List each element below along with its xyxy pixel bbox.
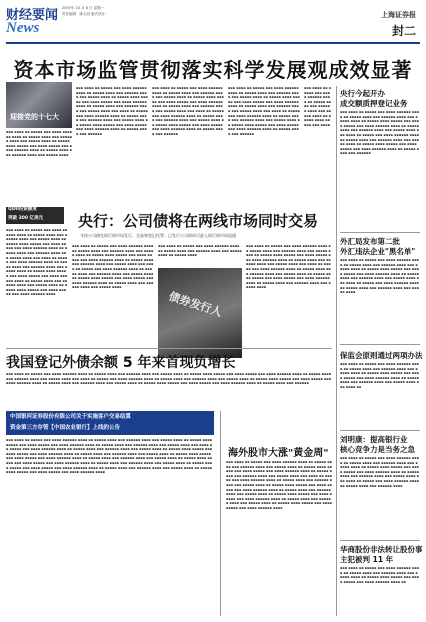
qdii-title-line-2: 突破 300 亿美元 [8, 216, 44, 221]
lead-article-col-1: ▪▪▪ ▪▪▪▪ ▪▪ ▪▪▪▪▪ ▪▪▪ ▪▪▪▪ ▪▪▪▪▪▪ ▪▪▪▪ ▪▪ ▪▪▪▪▪ ▪▪▪▪ ▪▪▪ ▪▪▪▪▪▪ ▪▪▪▪ ▪▪▪ ▪▪▪▪▪ ▪▪▪▪ ▪▪ ▪▪▪▪▪ ▪▪▪▪ ▪▪▪▪▪ ▪▪▪ ▪▪▪▪ ▪▪▪▪▪ ▪▪▪ ▪▪▪▪ ▪▪▪▪▪▪ ▪▪▪▪ ▪▪ ▪▪▪▪▪ ▪▪▪▪ ▪▪▪ ▪▪▪▪▪▪ ▪▪▪▪ ▪▪▪ ▪▪▪▪▪ ▪▪▪▪ [6, 130, 72, 157]
bottom-story-body: ▪▪▪ ▪▪▪▪ ▪▪ ▪▪▪▪▪ ▪▪▪ ▪▪▪▪ ▪▪▪▪▪▪ ▪▪▪▪ ▪▪ ▪▪▪▪▪ ▪▪▪▪ ▪▪▪ ▪▪▪▪▪▪ ▪▪▪▪ ▪▪▪ ▪▪▪▪▪ ▪▪▪▪ ▪▪ ▪▪▪▪▪ ▪▪▪▪ ▪▪▪▪▪ ▪▪▪ ▪▪▪▪ ▪▪▪▪▪ ▪▪▪ ▪▪▪▪ ▪▪▪▪▪▪ ▪▪▪▪ ▪▪ ▪▪▪▪▪ ▪▪▪▪ ▪▪▪ ▪▪▪▪▪▪ ▪▪▪▪ ▪▪▪ ▪▪▪▪▪ ▪▪▪▪ ▪▪▪ ▪▪▪▪ ▪▪ ▪▪▪▪▪ ▪▪▪ ▪▪▪▪ ▪▪▪▪▪▪ ▪▪▪▪ ▪▪ ▪▪▪▪▪ ▪▪▪▪ ▪▪▪ ▪▪▪▪▪▪ ▪▪▪▪ ▪▪▪ ▪▪▪▪▪ ▪▪▪▪ ▪▪ ▪▪▪▪▪ ▪▪▪▪ ▪▪▪▪▪ ▪▪▪ ▪▪▪▪ ▪▪▪▪▪ ▪▪▪ ▪▪▪▪ ▪▪▪▪▪▪ ▪▪▪▪ ▪▪ ▪▪▪▪▪ ▪▪▪▪ ▪▪▪ ▪▪▪▪▪▪ ▪▪▪▪ ▪▪▪ ▪▪▪▪▪ ▪▪▪▪ ▪▪ ▪▪▪▪▪ ▪▪▪▪ ▪▪▪▪▪ ▪▪▪ ▪▪▪▪ ▪▪▪▪▪ ▪▪▪ ▪▪▪▪ ▪▪▪▪▪▪ ▪▪▪▪ ▪▪ ▪▪▪▪▪ ▪▪▪▪ ▪▪▪ ▪▪▪▪▪▪ [6, 372, 332, 386]
central-story-col-3: ▪▪▪ ▪▪▪▪ ▪▪ ▪▪▪▪▪ ▪▪▪ ▪▪▪▪ ▪▪▪▪▪▪ ▪▪▪▪ ▪▪ ▪▪▪▪▪ ▪▪▪▪ ▪▪▪ ▪▪▪▪▪▪ ▪▪▪▪ ▪▪▪ ▪▪▪▪▪ ▪▪▪▪ ▪▪ ▪▪▪▪▪ ▪▪▪▪ ▪▪▪▪▪ ▪▪▪ ▪▪▪▪ ▪▪▪▪▪ ▪▪▪ ▪▪▪▪ ▪▪▪▪▪▪ ▪▪▪▪ ▪▪ ▪▪▪▪▪ ▪▪▪▪ ▪▪▪ ▪▪▪▪▪▪ ▪▪▪▪ ▪▪▪ ▪▪▪▪▪ ▪▪▪▪ ▪▪▪ ▪▪▪▪ ▪▪ ▪▪▪▪▪ ▪▪▪ ▪▪▪▪ ▪▪▪▪▪▪ ▪▪▪▪ ▪▪ ▪▪▪▪▪ ▪▪▪▪ ▪▪▪ ▪▪▪▪▪▪ ▪▪▪▪ ▪▪▪ ▪▪▪▪▪ ▪▪▪▪ ▪▪ ▪▪▪▪▪ ▪▪▪▪ ▪▪▪▪▪ ▪▪▪ ▪▪▪▪ ▪▪▪▪▪ ▪▪▪ ▪▪▪▪ ▪▪▪▪▪▪ ▪▪▪▪ ▪▪ ▪▪▪▪▪ ▪▪▪▪ ▪▪▪ ▪▪▪▪▪▪ ▪▪▪▪ ▪▪▪ ▪▪▪▪▪ ▪▪▪▪ [246, 244, 331, 290]
announcement-line-2: 资金第三方存管【中国农业银行】上线的公告 [10, 425, 121, 431]
main-headline: 资本市场监管贯彻落实科学发展观成效显著 [13, 58, 413, 82]
masthead-rule [6, 42, 420, 44]
right-story-2-subtitle: 外汇违法企业"黑名单" [340, 247, 416, 256]
central-story-col-2-top: ▪▪▪ ▪▪▪▪ ▪▪ ▪▪▪▪▪ ▪▪▪ ▪▪▪▪ ▪▪▪▪▪▪ ▪▪▪▪ ▪▪ ▪▪▪▪▪ ▪▪▪▪ ▪▪▪ ▪▪▪▪▪▪ ▪▪▪▪ ▪▪▪ ▪▪▪▪▪ ▪▪▪▪ ▪▪ ▪▪▪▪▪ ▪▪▪▪ [158, 244, 242, 258]
newspaper-brand: 上海证券报 [381, 11, 416, 19]
editor-line: 责任编辑：陈大同 版式设计： [62, 12, 109, 16]
right-story-5-body: ▪▪▪ ▪▪▪▪ ▪▪ ▪▪▪▪▪ ▪▪▪ ▪▪▪▪ ▪▪▪▪▪▪ ▪▪▪▪ ▪▪ ▪▪▪▪▪ ▪▪▪▪ ▪▪▪ ▪▪▪▪▪▪ ▪▪▪▪ ▪▪▪ ▪▪▪▪▪ ▪▪▪▪ ▪▪ ▪▪▪▪▪ ▪▪▪▪ ▪▪▪▪▪ ▪▪▪ ▪▪▪▪ ▪▪▪▪▪ ▪▪▪ ▪▪▪▪ ▪▪▪▪▪▪ ▪▪▪▪ ▪▪ [340, 566, 419, 584]
right-story-4-body: ▪▪▪ ▪▪▪▪ ▪▪ ▪▪▪▪▪ ▪▪▪ ▪▪▪▪ ▪▪▪▪▪▪ ▪▪▪▪ ▪▪ ▪▪▪▪▪ ▪▪▪▪ ▪▪▪ ▪▪▪▪▪▪ ▪▪▪▪ ▪▪▪ ▪▪▪▪▪ ▪▪▪▪ ▪▪ ▪▪▪▪▪ ▪▪▪▪ ▪▪▪▪▪ ▪▪▪ ▪▪▪▪ ▪▪▪▪▪ ▪▪▪ ▪▪▪▪ ▪▪▪▪▪▪ ▪▪▪▪ ▪▪ ▪▪▪▪▪ ▪▪▪▪ ▪▪▪ ▪▪▪▪▪▪ ▪▪▪▪ ▪▪▪ ▪▪▪▪▪ ▪▪▪▪ ▪▪▪ ▪▪▪▪ ▪▪ ▪▪▪▪▪ ▪▪▪ ▪▪▪▪ ▪▪▪▪▪▪ ▪▪▪▪ ▪▪ ▪▪▪▪▪ ▪▪▪▪ ▪▪▪ ▪▪▪▪▪▪ ▪▪▪▪ [340, 456, 419, 488]
page-edition: 封二 [391, 24, 416, 38]
right-story-5-subtitle: 主犯被判 11 年 [340, 555, 394, 564]
section-title-cn: 财经要闻 [6, 8, 59, 23]
right-divider-3 [340, 430, 420, 431]
announcement-line-1: 中国银河证券股份有限公司关于实施客户交易结算 [10, 414, 132, 420]
right-story-1-title: 央行今起开办 [340, 89, 385, 98]
qdii-body: ▪▪▪ ▪▪▪▪ ▪▪ ▪▪▪▪▪ ▪▪▪ ▪▪▪▪ ▪▪▪▪▪▪ ▪▪▪▪ ▪▪ ▪▪▪▪▪ ▪▪▪▪ ▪▪▪ ▪▪▪▪▪▪ ▪▪▪▪ ▪▪▪ ▪▪▪▪▪ ▪▪▪▪ ▪▪ ▪▪▪▪▪ ▪▪▪▪ ▪▪▪▪▪ ▪▪▪ ▪▪▪▪ ▪▪▪▪▪ ▪▪▪ ▪▪▪▪ ▪▪▪▪▪▪ ▪▪▪▪ ▪▪ ▪▪▪▪▪ ▪▪▪▪ ▪▪▪ ▪▪▪▪▪▪ ▪▪▪▪ ▪▪▪ ▪▪▪▪▪ ▪▪▪▪ ▪▪▪ ▪▪▪▪ ▪▪ ▪▪▪▪▪ ▪▪▪ ▪▪▪▪ ▪▪▪▪▪▪ ▪▪▪▪ ▪▪ ▪▪▪▪▪ ▪▪▪▪ ▪▪▪ ▪▪▪▪▪▪ ▪▪▪▪ ▪▪▪ ▪▪▪▪▪ ▪▪▪▪ ▪▪ ▪▪▪▪▪ ▪▪▪▪ ▪▪▪▪▪ ▪▪▪ ▪▪▪▪ ▪▪▪▪▪ ▪▪▪ ▪▪▪▪ ▪▪▪▪▪▪ ▪▪▪▪ ▪▪ ▪▪▪▪▪ ▪▪▪▪ ▪▪▪ ▪▪▪▪▪▪ ▪▪▪▪ ▪▪▪ ▪▪▪▪▪ ▪▪▪▪ ▪▪ ▪▪▪▪▪ ▪▪▪▪ ▪▪▪▪▪ ▪▪▪ ▪▪▪▪ ▪▪▪▪▪ ▪▪▪ ▪▪▪▪ ▪▪▪▪▪▪ ▪▪▪▪ [6, 228, 68, 297]
section-title-en: News [6, 20, 40, 36]
right-story-3-body: ▪▪▪ ▪▪▪▪ ▪▪ ▪▪▪▪▪ ▪▪▪ ▪▪▪▪ ▪▪▪▪▪▪ ▪▪▪▪ ▪▪ ▪▪▪▪▪ ▪▪▪▪ ▪▪▪ ▪▪▪▪▪▪ ▪▪▪▪ ▪▪▪ ▪▪▪▪▪ ▪▪▪▪ ▪▪ ▪▪▪▪▪ ▪▪▪▪ ▪▪▪▪▪ ▪▪▪ ▪▪▪▪ ▪▪▪▪▪ ▪▪▪ ▪▪▪▪ ▪▪▪▪▪▪ ▪▪▪▪ ▪▪ ▪▪▪▪▪ ▪▪▪▪ ▪▪▪ ▪▪▪▪▪▪ ▪▪▪▪ ▪▪▪ ▪▪▪▪▪ ▪▪▪▪ ▪▪▪ ▪▪▪▪ ▪▪ [340, 362, 419, 389]
photo-sign-text: 债券发行人 [167, 289, 224, 320]
lead-article-col-2: ▪▪▪ ▪▪▪▪ ▪▪ ▪▪▪▪▪ ▪▪▪ ▪▪▪▪ ▪▪▪▪▪▪ ▪▪▪▪ ▪▪ ▪▪▪▪▪ ▪▪▪▪ ▪▪▪ ▪▪▪▪▪▪ ▪▪▪▪ ▪▪▪ ▪▪▪▪▪ ▪▪▪▪ ▪▪ ▪▪▪▪▪ ▪▪▪▪ ▪▪▪▪▪ ▪▪▪ ▪▪▪▪ ▪▪▪▪▪ ▪▪▪ ▪▪▪▪ ▪▪▪▪▪▪ ▪▪▪▪ ▪▪ ▪▪▪▪▪ ▪▪▪▪ ▪▪▪ ▪▪▪▪▪▪ ▪▪▪▪ ▪▪▪ ▪▪▪▪▪ ▪▪▪▪ ▪▪▪ ▪▪▪▪ ▪▪ ▪▪▪▪▪ ▪▪▪ ▪▪▪▪ ▪▪▪▪▪▪ ▪▪▪▪ ▪▪ ▪▪▪▪▪ ▪▪▪▪ ▪▪▪ ▪▪▪▪▪▪ ▪▪▪▪ ▪▪▪ ▪▪▪▪▪ ▪▪▪▪ ▪▪ ▪▪▪▪▪ ▪▪▪▪ ▪▪▪▪▪ ▪▪▪ ▪▪▪▪ ▪▪▪▪▪ ▪▪▪ ▪▪▪▪ ▪▪▪▪▪▪ ▪▪▪▪ ▪▪ ▪▪▪▪▪ ▪▪▪▪ ▪▪▪ ▪▪▪▪▪▪ [76, 86, 148, 136]
photo-caption: 迎接党的十七大 [10, 113, 59, 121]
right-story-2-title: 外汇局发布第二批 [340, 237, 400, 246]
right-divider-1 [340, 232, 420, 233]
right-story-3-title: 保监会原则通过两项办法 [340, 351, 423, 360]
bottom-column-divider [220, 411, 221, 616]
right-column-divider [336, 86, 337, 616]
central-story-title: 央行：公司债将在两线市场同时交易 [78, 212, 319, 230]
right-divider-4 [340, 540, 420, 541]
masthead [6, 4, 420, 42]
central-story-col-1: ▪▪▪ ▪▪▪▪ ▪▪ ▪▪▪▪▪ ▪▪▪ ▪▪▪▪ ▪▪▪▪▪▪ ▪▪▪▪ ▪▪ ▪▪▪▪▪ ▪▪▪▪ ▪▪▪ ▪▪▪▪▪▪ ▪▪▪▪ ▪▪▪ ▪▪▪▪▪ ▪▪▪▪ ▪▪ ▪▪▪▪▪ ▪▪▪▪ ▪▪▪▪▪ ▪▪▪ ▪▪▪▪ ▪▪▪▪▪ ▪▪▪ ▪▪▪▪ ▪▪▪▪▪▪ ▪▪▪▪ ▪▪ ▪▪▪▪▪ ▪▪▪▪ ▪▪▪ ▪▪▪▪▪▪ ▪▪▪▪ ▪▪▪ ▪▪▪▪▪ ▪▪▪▪ ▪▪▪ ▪▪▪▪ ▪▪ ▪▪▪▪▪ ▪▪▪ ▪▪▪▪ ▪▪▪▪▪▪ ▪▪▪▪ ▪▪ ▪▪▪▪▪ ▪▪▪▪ ▪▪▪ ▪▪▪▪▪▪ ▪▪▪▪ ▪▪▪ ▪▪▪▪▪ ▪▪▪▪ ▪▪ ▪▪▪▪▪ ▪▪▪▪ ▪▪▪▪▪ ▪▪▪ ▪▪▪▪ ▪▪▪▪▪ ▪▪▪ ▪▪▪▪ ▪▪▪▪▪▪ ▪▪▪▪ ▪▪ ▪▪▪▪▪ ▪▪▪▪ ▪▪▪ ▪▪▪▪▪▪ ▪▪▪▪ ▪▪▪ ▪▪▪▪▪ ▪▪▪▪ [72, 244, 154, 290]
central-story-subtitle: 支持公司债在银行间市场发行，交易和登记托管；已发行公司债尚可进入银行间市场流通 [80, 233, 236, 238]
right-divider-2 [340, 344, 420, 345]
qdii-title-line-1: QDII投资额度 [8, 207, 37, 212]
overseas-story-title: 海外股市大涨"黄金周" [228, 448, 329, 459]
right-story-4-title: 刘明康：提高银行业 [340, 435, 408, 444]
lead-article-col-3: ▪▪▪ ▪▪▪▪ ▪▪ ▪▪▪▪▪ ▪▪▪ ▪▪▪▪ ▪▪▪▪▪▪ ▪▪▪▪ ▪▪ ▪▪▪▪▪ ▪▪▪▪ ▪▪▪ ▪▪▪▪▪▪ ▪▪▪▪ ▪▪▪ ▪▪▪▪▪ ▪▪▪▪ ▪▪ ▪▪▪▪▪ ▪▪▪▪ ▪▪▪▪▪ ▪▪▪ ▪▪▪▪ ▪▪▪▪▪ ▪▪▪ ▪▪▪▪ ▪▪▪▪▪▪ ▪▪▪▪ ▪▪ ▪▪▪▪▪ ▪▪▪▪ ▪▪▪ ▪▪▪▪▪▪ ▪▪▪▪ ▪▪▪ ▪▪▪▪▪ ▪▪▪▪ ▪▪▪ ▪▪▪▪ ▪▪ ▪▪▪▪▪ ▪▪▪ ▪▪▪▪ ▪▪▪▪▪▪ ▪▪▪▪ ▪▪ ▪▪▪▪▪ ▪▪▪▪ ▪▪▪ ▪▪▪▪▪▪ ▪▪▪▪ ▪▪▪ ▪▪▪▪▪ ▪▪▪▪ ▪▪ ▪▪▪▪▪ ▪▪▪▪ ▪▪▪▪▪ ▪▪▪ ▪▪▪▪ ▪▪▪▪▪ ▪▪▪ ▪▪▪▪ ▪▪▪▪▪▪ ▪▪▪▪ ▪▪ ▪▪▪▪▪ ▪▪▪▪ ▪▪▪ ▪▪▪▪▪▪ [152, 86, 224, 136]
right-story-1-body: ▪▪▪ ▪▪▪▪ ▪▪ ▪▪▪▪▪ ▪▪▪ ▪▪▪▪ ▪▪▪▪▪▪ ▪▪▪▪ ▪▪ ▪▪▪▪▪ ▪▪▪▪ ▪▪▪ ▪▪▪▪▪▪ ▪▪▪▪ ▪▪▪ ▪▪▪▪▪ ▪▪▪▪ ▪▪ ▪▪▪▪▪ ▪▪▪▪ ▪▪▪▪▪ ▪▪▪ ▪▪▪▪ ▪▪▪▪▪ ▪▪▪ ▪▪▪▪ ▪▪▪▪▪▪ ▪▪▪▪ ▪▪ ▪▪▪▪▪ ▪▪▪▪ ▪▪▪ ▪▪▪▪▪▪ ▪▪▪▪ ▪▪▪ ▪▪▪▪▪ ▪▪▪▪ ▪▪▪ ▪▪▪▪ ▪▪ ▪▪▪▪▪ ▪▪▪ ▪▪▪▪ ▪▪▪▪▪▪ ▪▪▪▪ ▪▪ ▪▪▪▪▪ ▪▪▪▪ ▪▪▪ ▪▪▪▪▪▪ ▪▪▪▪ ▪▪▪ ▪▪▪▪▪ ▪▪▪▪ ▪▪ ▪▪▪▪▪ ▪▪▪▪ ▪▪▪▪▪ ▪▪▪ ▪▪▪▪ ▪▪▪▪▪ ▪▪▪ ▪▪▪▪ ▪▪▪▪▪▪ ▪▪▪▪ ▪▪ ▪▪▪▪▪ ▪▪▪▪ ▪▪▪ ▪▪▪▪▪▪ [340, 110, 419, 156]
section-divider [6, 348, 332, 349]
lead-article-col-5: ▪▪▪ ▪▪▪▪ ▪▪ ▪▪▪▪▪ ▪▪▪ ▪▪▪▪ ▪▪▪▪▪▪ ▪▪▪▪ ▪▪ ▪▪▪▪▪ ▪▪▪▪ ▪▪▪ ▪▪▪▪▪▪ ▪▪▪▪ ▪▪▪ ▪▪▪▪▪ ▪▪▪▪ ▪▪ ▪▪▪▪▪ ▪▪▪▪ ▪▪▪▪▪ ▪▪▪ ▪▪▪▪ [304, 86, 332, 127]
right-story-5-title: 华商股份非法转让股份事 [340, 545, 423, 554]
lead-article-col-4: ▪▪▪ ▪▪▪▪ ▪▪ ▪▪▪▪▪ ▪▪▪ ▪▪▪▪ ▪▪▪▪▪▪ ▪▪▪▪ ▪▪ ▪▪▪▪▪ ▪▪▪▪ ▪▪▪ ▪▪▪▪▪▪ ▪▪▪▪ ▪▪▪ ▪▪▪▪▪ ▪▪▪▪ ▪▪ ▪▪▪▪▪ ▪▪▪▪ ▪▪▪▪▪ ▪▪▪ ▪▪▪▪ ▪▪▪▪▪ ▪▪▪ ▪▪▪▪ ▪▪▪▪▪▪ ▪▪▪▪ ▪▪ ▪▪▪▪▪ ▪▪▪▪ ▪▪▪ ▪▪▪▪▪▪ ▪▪▪▪ ▪▪▪ ▪▪▪▪▪ ▪▪▪▪ ▪▪▪ ▪▪▪▪ ▪▪ ▪▪▪▪▪ ▪▪▪ ▪▪▪▪ ▪▪▪▪▪▪ ▪▪▪▪ ▪▪ ▪▪▪▪▪ ▪▪▪▪ ▪▪▪ ▪▪▪▪▪▪ ▪▪▪▪ ▪▪▪ ▪▪▪▪▪ ▪▪▪▪ ▪▪ ▪▪▪▪▪ ▪▪▪▪ ▪▪▪▪▪ ▪▪▪ ▪▪▪▪ ▪▪▪▪▪ ▪▪▪ ▪▪▪▪ ▪▪▪▪▪▪ ▪▪▪▪ ▪▪ ▪▪▪▪▪ ▪▪▪▪ ▪▪▪ ▪▪▪▪▪▪ [228, 86, 300, 136]
right-story-1-subtitle: 成交额质押登记业务 [340, 99, 408, 108]
right-story-2-body: ▪▪▪ ▪▪▪▪ ▪▪ ▪▪▪▪▪ ▪▪▪ ▪▪▪▪ ▪▪▪▪▪▪ ▪▪▪▪ ▪▪ ▪▪▪▪▪ ▪▪▪▪ ▪▪▪ ▪▪▪▪▪▪ ▪▪▪▪ ▪▪▪ ▪▪▪▪▪ ▪▪▪▪ ▪▪ ▪▪▪▪▪ ▪▪▪▪ ▪▪▪▪▪ ▪▪▪ ▪▪▪▪ ▪▪▪▪▪ ▪▪▪ ▪▪▪▪ ▪▪▪▪▪▪ ▪▪▪▪ ▪▪ ▪▪▪▪▪ ▪▪▪▪ ▪▪▪ ▪▪▪▪▪▪ ▪▪▪▪ ▪▪▪ ▪▪▪▪▪ ▪▪▪▪ ▪▪▪ ▪▪▪▪ ▪▪ ▪▪▪▪▪ ▪▪▪ ▪▪▪▪ ▪▪▪▪▪▪ ▪▪▪▪ ▪▪ ▪▪▪▪▪ ▪▪▪▪ ▪▪▪ ▪▪▪▪▪▪ ▪▪▪▪ ▪▪▪ ▪▪▪▪▪ ▪▪▪▪ [340, 258, 419, 295]
bottom-story-title: 我国登记外债余额 5 年来首现负增长 [6, 355, 236, 371]
issue-date: 2007年 10 月 8 日 星期一 [62, 6, 105, 10]
announcement-body: ▪▪▪ ▪▪▪▪ ▪▪ ▪▪▪▪▪ ▪▪▪ ▪▪▪▪ ▪▪▪▪▪▪ ▪▪▪▪ ▪▪ ▪▪▪▪▪ ▪▪▪▪ ▪▪▪ ▪▪▪▪▪▪ ▪▪▪▪ ▪▪▪ ▪▪▪▪▪ ▪▪▪▪ ▪▪ ▪▪▪▪▪ ▪▪▪▪ ▪▪▪▪▪ ▪▪▪ ▪▪▪▪ ▪▪▪▪▪ ▪▪▪ ▪▪▪▪ ▪▪▪▪▪▪ ▪▪▪▪ ▪▪ ▪▪▪▪▪ ▪▪▪▪ ▪▪▪ ▪▪▪▪▪▪ ▪▪▪▪ ▪▪▪ ▪▪▪▪▪ ▪▪▪▪ ▪▪▪ ▪▪▪▪ ▪▪ ▪▪▪▪▪ ▪▪▪ ▪▪▪▪ ▪▪▪▪▪▪ ▪▪▪▪ ▪▪ ▪▪▪▪▪ ▪▪▪▪ ▪▪▪ ▪▪▪▪▪▪ ▪▪▪▪ ▪▪▪ ▪▪▪▪▪ ▪▪▪▪ ▪▪ ▪▪▪▪▪ ▪▪▪▪ ▪▪▪▪▪ ▪▪▪ ▪▪▪▪ ▪▪▪▪▪ ▪▪▪ ▪▪▪▪ ▪▪▪▪▪▪ ▪▪▪▪ ▪▪ ▪▪▪▪▪ ▪▪▪▪ ▪▪▪ ▪▪▪▪▪▪ ▪▪▪▪ ▪▪▪ ▪▪▪▪▪ ▪▪▪▪ ▪▪ ▪▪▪▪▪ ▪▪▪▪ ▪▪▪▪▪ ▪▪▪ ▪▪▪▪ ▪▪▪▪▪ ▪▪▪ ▪▪▪▪ ▪▪▪▪▪▪ ▪▪▪▪ ▪▪ ▪▪▪▪▪ ▪▪▪▪ ▪▪▪ ▪▪▪▪▪▪ ▪▪▪▪ ▪▪▪ ▪▪▪▪▪ ▪▪▪▪ ▪▪ ▪▪▪▪▪ ▪▪▪▪ ▪▪▪▪▪ ▪▪▪ ▪▪▪▪ ▪▪▪▪▪ ▪▪▪ ▪▪▪▪ ▪▪▪▪▪▪ ▪▪▪▪ ▪▪ ▪▪▪▪▪ ▪▪▪▪ ▪▪▪ ▪▪▪▪▪▪ ▪▪▪▪ ▪▪▪ ▪▪▪▪▪ ▪▪▪▪ ▪▪ ▪▪▪▪▪ ▪▪▪▪ ▪▪▪▪▪ ▪▪▪ ▪▪▪▪ ▪▪▪▪▪ ▪▪▪ ▪▪▪▪ ▪▪▪▪▪▪ ▪▪▪▪ ▪▪ ▪▪▪▪▪ ▪▪▪▪ ▪▪▪ ▪▪▪▪▪▪ ▪▪▪▪ ▪▪▪ ▪▪▪▪▪ ▪▪▪▪ ▪▪ ▪▪▪▪▪ ▪▪▪▪ ▪▪▪▪▪ ▪▪▪ ▪▪▪▪ ▪▪▪▪▪ ▪▪▪ ▪▪▪▪ ▪▪▪▪▪▪ ▪▪▪▪ [6, 438, 213, 475]
overseas-story-body: ▪▪▪ ▪▪▪▪ ▪▪ ▪▪▪▪▪ ▪▪▪ ▪▪▪▪ ▪▪▪▪▪▪ ▪▪▪▪ ▪▪ ▪▪▪▪▪ ▪▪▪▪ ▪▪▪ ▪▪▪▪▪▪ ▪▪▪▪ ▪▪▪ ▪▪▪▪▪ ▪▪▪▪ ▪▪ ▪▪▪▪▪ ▪▪▪▪ ▪▪▪▪▪ ▪▪▪ ▪▪▪▪ ▪▪▪▪▪ ▪▪▪ ▪▪▪▪ ▪▪▪▪▪▪ ▪▪▪▪ ▪▪ ▪▪▪▪▪ ▪▪▪▪ ▪▪▪ ▪▪▪▪▪▪ ▪▪▪▪ ▪▪▪ ▪▪▪▪▪ ▪▪▪▪ ▪▪▪ ▪▪▪▪ ▪▪ ▪▪▪▪▪ ▪▪▪ ▪▪▪▪ ▪▪▪▪▪▪ ▪▪▪▪ ▪▪ ▪▪▪▪▪ ▪▪▪▪ ▪▪▪ ▪▪▪▪▪▪ ▪▪▪▪ ▪▪▪ ▪▪▪▪▪ ▪▪▪▪ ▪▪ ▪▪▪▪▪ ▪▪▪▪ ▪▪▪▪▪ ▪▪▪ ▪▪▪▪ ▪▪▪▪▪ ▪▪▪ ▪▪▪▪ ▪▪▪▪▪▪ ▪▪▪▪ ▪▪ ▪▪▪▪▪ ▪▪▪▪ ▪▪▪ ▪▪▪▪▪▪ ▪▪▪▪ ▪▪▪ ▪▪▪▪▪ ▪▪▪▪ ▪▪ ▪▪▪▪▪ ▪▪▪▪ ▪▪▪▪▪ ▪▪▪ ▪▪▪▪ ▪▪▪▪▪ ▪▪▪ ▪▪▪▪ ▪▪▪▪▪▪ ▪▪▪▪ ▪▪ ▪▪▪▪▪ ▪▪▪▪ ▪▪▪ ▪▪▪▪▪▪ ▪▪▪▪ ▪▪▪ ▪▪▪▪▪ ▪▪▪▪ ▪▪ ▪▪▪▪▪ ▪▪▪▪ ▪▪▪▪▪ ▪▪▪ ▪▪▪▪ ▪▪▪▪▪ ▪▪▪ ▪▪▪▪ ▪▪▪▪▪▪ ▪▪▪▪ [226, 460, 332, 510]
right-story-4-subtitle: 核心竞争力是当务之急 [340, 445, 415, 454]
